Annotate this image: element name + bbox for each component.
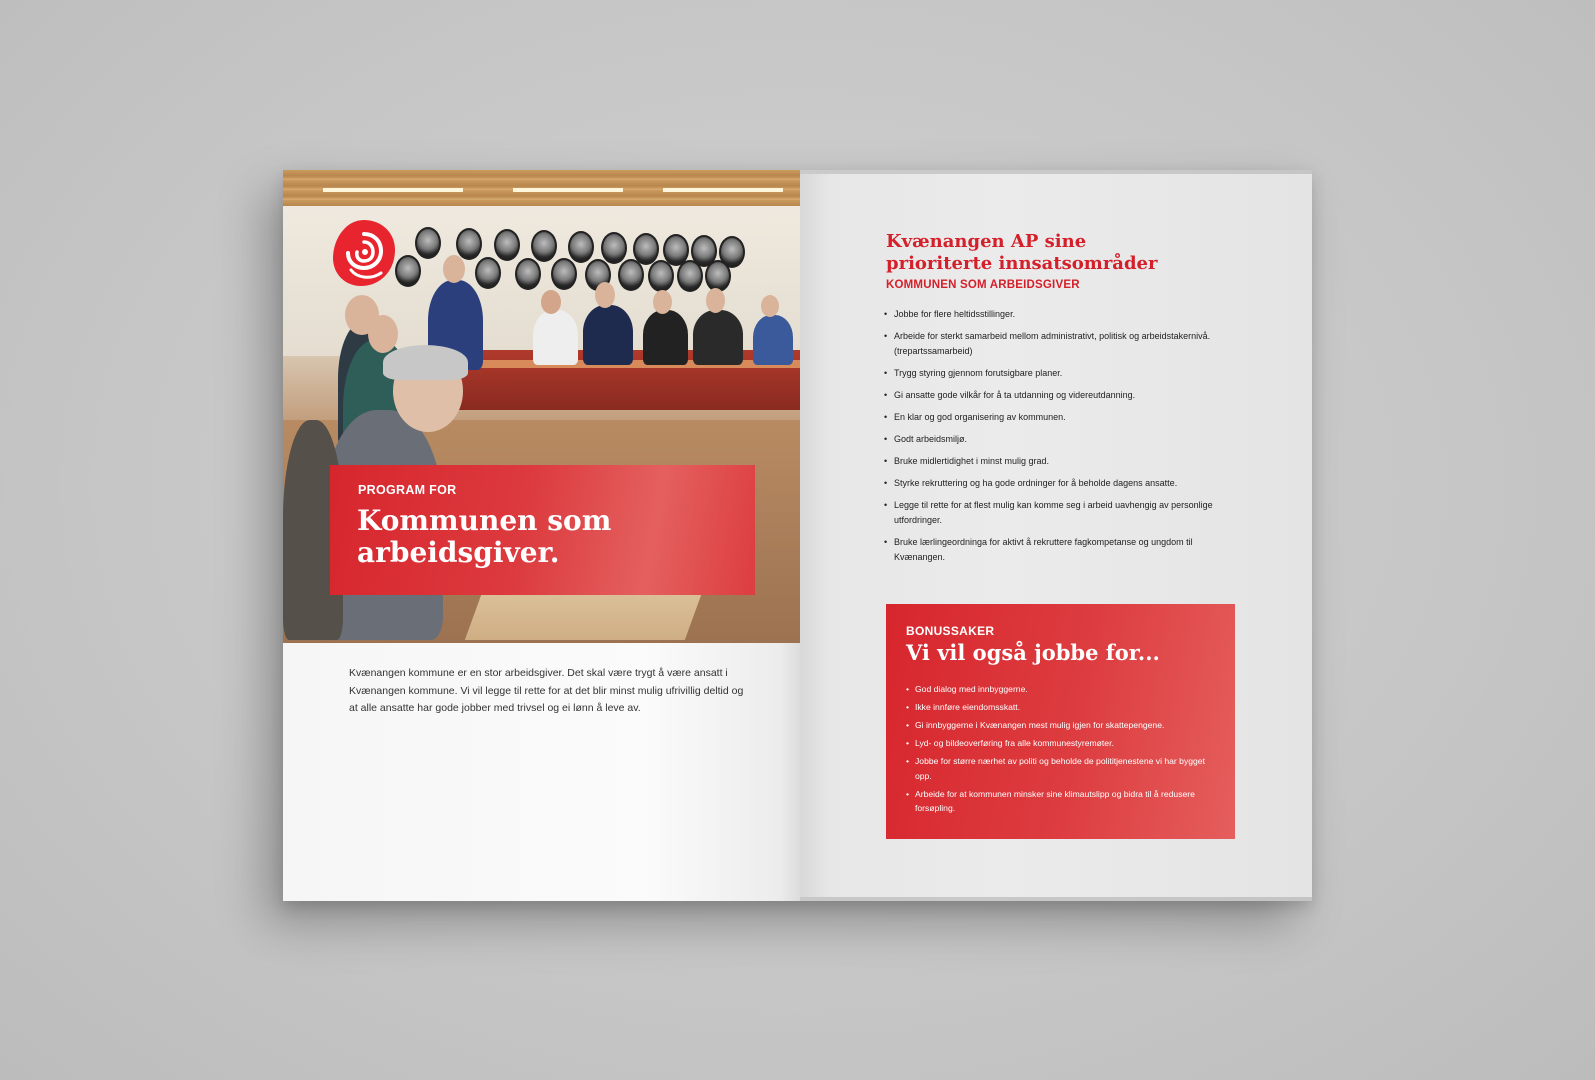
intro-paragraph: Kvænangen kommune er en stor arbeidsgiver. Det skal være trygt å være ansatt i Kvænangen kommune. Vi vil legge til rette for at det blir minst mulig ufrivillig deltid og at alle ansatte har gode jobber med trivsel og ei lønn å leve av. — [349, 667, 744, 714]
list-item: • Trygg styring gjennom forutsigbare planer. — [884, 366, 1234, 381]
left-page — [283, 170, 800, 901]
bonus-title: Vi vil også jobbe for... — [906, 640, 1160, 665]
title-box — [330, 465, 755, 595]
list-item: • Godt arbeidsmiljø. — [884, 432, 1234, 447]
list-item: • Gi ansatte gode vilkår for å ta utdanning og videreutdanning. — [884, 388, 1234, 403]
priorities-subheading: KOMMUNEN SOM ARBEIDSGIVER — [886, 279, 1080, 291]
bonus-list — [906, 682, 1216, 819]
bonus-item: • God dialog med innbyggerne. — [906, 682, 1216, 697]
program-eyebrow: PROGRAM FOR — [358, 483, 457, 497]
rose-logo-icon — [331, 218, 397, 288]
title-line-2: arbeidsgiver. — [357, 536, 560, 569]
priorities-heading — [886, 231, 1216, 275]
bonus-item: • Jobbe for større nærhet av politi og beholde de polititjenestene vi har bygget opp. — [906, 754, 1216, 783]
page-title — [357, 505, 737, 569]
bonus-eyebrow: BONUSSAKER — [906, 624, 995, 638]
bonus-item: • Lyd- og bildeoverføring fra alle kommunestyremøter. — [906, 736, 1216, 751]
heading-line-2: prioriterte innsatsområder — [886, 253, 1158, 274]
priorities-list — [884, 307, 1234, 572]
heading-line-1: Kvænangen AP sine — [886, 231, 1087, 252]
bonus-box — [886, 604, 1235, 839]
list-item: • Bruke lærlingeordninga for aktivt å rekruttere fagkompetanse og ungdom til Kvænangen. — [884, 535, 1234, 565]
list-item: • En klar og god organisering av kommunen. — [884, 410, 1234, 425]
list-item: • Arbeide for sterkt samarbeid mellom administrativt, politisk og arbeidstakernivå. (trepartssamarbeid) — [884, 329, 1234, 359]
bonus-item: • Gi innbyggerne i Kvænangen mest mulig igjen for skattepengene. — [906, 718, 1216, 733]
list-item: • Legge til rette for at flest mulig kan komme seg i arbeid uavhengig av personlige utfordringer. — [884, 498, 1234, 528]
list-item: • Styrke rekruttering og ha gode ordninger for å beholde dagens ansatte. — [884, 476, 1234, 491]
title-line-1: Kommunen som — [357, 504, 612, 537]
list-item: • Bruke midlertidighet i minst mulig grad. — [884, 454, 1234, 469]
list-item: • Jobbe for flere heltidsstillinger. — [884, 307, 1234, 322]
right-page — [800, 174, 1312, 897]
open-brochure — [283, 170, 1312, 901]
bonus-item: • Arbeide for at kommunen minsker sine klimautslipp og bidra til å redusere forsøpling. — [906, 787, 1216, 816]
meeting-room-photo — [283, 170, 800, 643]
bonus-item: • Ikke innføre eiendomsskatt. — [906, 700, 1216, 715]
